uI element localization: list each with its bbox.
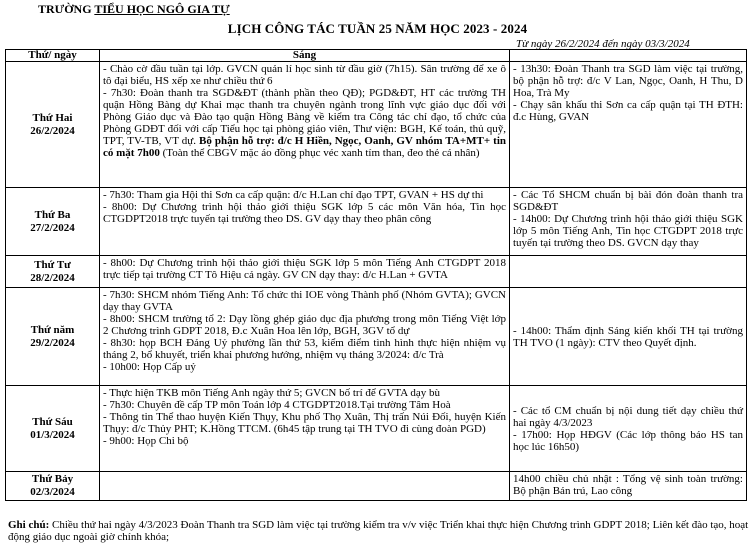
afternoon-item: - Chạy sân khấu thi Sơn ca cấp quận tại TH ĐTH: đ.c Hùng, GVAN (513, 99, 743, 123)
afternoon-item: - 14h00: Dự Chương trình hội thảo giới thiệu SGK lớp 5 môn Tiếng Anh, Tin học CTGDPT 2018 trực tuyến tại trường theo DS. GVCN dạy thay (513, 213, 743, 249)
day-date: 28/2/2024 (30, 271, 75, 284)
day-cell (6, 288, 100, 386)
afternoon-cell (510, 288, 747, 386)
school-prefix: TRƯỜNG (38, 2, 95, 16)
day-name: Thứ Sáu (32, 415, 73, 428)
morning-cell (100, 472, 510, 501)
table-row-friday (6, 386, 747, 472)
table-row-wednesday (6, 256, 747, 288)
table-header-row (6, 50, 747, 62)
morning-item (103, 87, 506, 159)
afternoon-cell (510, 256, 747, 288)
note-label: Ghi chú: (8, 519, 50, 531)
afternoon-cell (510, 472, 747, 501)
day-date: 02/3/2024 (30, 486, 75, 498)
day-name: Thứ Bảy (31, 473, 74, 485)
school-name (38, 2, 230, 17)
morning-cell (100, 188, 510, 256)
afternoon-item: - 14h00: Thẩm định Sáng kiến khối TH tại trường TH TVO (1 ngày): CTV theo Quyết định. (513, 324, 743, 349)
table-row-saturday (6, 472, 747, 501)
day-cell (6, 62, 100, 188)
footer-note (8, 519, 750, 543)
afternoon-item: 14h00 chiều chủ nhật : Tổng vệ sinh toàn trường: Bộ phận Bán trú, Lao công (513, 473, 743, 497)
morning-cell (100, 62, 510, 188)
day-date: 01/3/2024 (30, 428, 75, 441)
day-date: 29/2/2024 (30, 336, 75, 349)
schedule-table (5, 49, 747, 501)
school-name-underlined: TIỂU HỌC NGÔ GIA TỰ (94, 2, 230, 16)
table-row-thursday (6, 288, 747, 386)
morning-item: - 8h00: Dự Chương trình hội thảo giới thiệu SGK lớp 5 các môn Văn hóa, Tin học CTGDPT2018 trực tuyến tại trường theo DS. GV dạy thay theo phân công (103, 201, 506, 225)
morning-item: - 8h00: Dự Chương trình hội thảo giới thiệu SGK lớp 5 môn Tiếng Anh CTGDPT 2018 trực tiếp tại trường CT Tô Hiệu cả ngày. GV CN dạy thay: đ/c H.Lan + GVTA (103, 257, 506, 281)
day-date: 27/2/2024 (30, 221, 75, 234)
morning-item-text: - 7h30: Đoàn thanh tra SGD&ĐT (thành phần theo QĐ); PGD&ĐT, HT các trường TH quận Hồng Bàng dự Khai mạc thanh tra chuyên ngành trong lĩnh vực giáo dục đối với Phòng Giáo dục và Đào tạo quận Hồng Bàng về kiểm tra Công tác chỉ đạo, tổ chức của Phòng GDĐT đối với cấp Tiểu học tại phòng giáo viên, Thư viện: BGH, Kế toán, thủ quỹ, TPT, TV-TB, VT dự. (103, 87, 506, 147)
morning-item: - Thực hiện TKB môn Tiếng Anh ngày thứ 5; GVCN bố trí để GVTA dạy bù (103, 387, 440, 399)
table-row-monday (6, 62, 747, 188)
morning-item: - 8h00: SHCM trường tổ 2: Dạy lồng ghép giáo dục địa phương trong môn Tiếng Việt lớp 2 Chương trình GDPT 2018, Đ.c Xuân Hoa lên lớp, BGH, 3GV tổ dự (103, 313, 506, 337)
morning-item: - 7h30: Chuyên đề cấp TP môn Toán lớp 4 CTGDPT2018.Tại trường Tâm Hoà (103, 399, 451, 411)
morning-item: - 7h30: Tham gia Hội thi Sơn ca cấp quận: đ/c H.Lan chỉ đạo TPT, GVAN + HS dự thi (103, 189, 484, 201)
afternoon-item: - 13h30: Đoàn Thanh tra SGD làm việc tại trường, bộ phận hỗ trợ: đ/c V Lan, Ngọc, Oanh, H Thu, D Hoa, Trà My (513, 63, 743, 99)
date-range: Từ ngày 26/2/2024 đến ngày 03/3/2024 (516, 38, 690, 50)
afternoon-item: - 17h00: Họp HĐGV (Các lớp thông báo HS tan học lúc 16h50) (513, 428, 743, 453)
table-row-tuesday (6, 188, 747, 256)
day-name: Thứ năm (30, 323, 75, 336)
page-title: LỊCH CÔNG TÁC TUẦN 25 NĂM HỌC 2023 - 2024 (227, 21, 528, 36)
morning-item: - 9h00: Họp Chi bộ (103, 435, 189, 447)
morning-item: - 10h00: Họp Cấp uỷ (103, 361, 196, 373)
morning-cell (100, 386, 510, 472)
morning-item: - Chào cờ đầu tuần tại lớp. GVCN quản lí học sinh từ đầu giờ (7h15). Sân trường để xe ô tô đại biểu, HS xếp xe như chiều thứ 6 (103, 63, 506, 87)
day-name: Thứ Hai (32, 111, 73, 124)
afternoon-item: - Các tổ CM chuẩn bị nội dung tiết dạy chiều thứ hai ngày 4/3/2023 (513, 404, 743, 429)
day-name: Thứ Ba (34, 208, 71, 221)
day-date: 26/2/2024 (30, 124, 75, 137)
afternoon-cell (510, 188, 747, 256)
note-text: Chiều thứ hai ngày 4/3/2023 Đoàn Thanh tra SGD làm việc tại trường kiểm tra v/v việc Triển khai thực hiện Chương trình GDPT 2018; Liên kết đào tạo, hoạt động giáo dục ngoài giờ chính khóa; (8, 519, 749, 543)
header-day: Thứ/ ngày (6, 50, 100, 62)
morning-item: - Thông tin Thể thao huyện Kiến Thụy, Khu phố Thọ Xuân, Thị trấn Núi Đối, huyện Kiến Thụy: đ/c Thủy PHT; K.Hồng TTCM. (6h45 tập trung tại TH TVO đi cùng đoàn PGD) (103, 411, 506, 435)
day-cell (6, 188, 100, 256)
morning-item-note: (Toàn thể CBGV mặc áo đồng phục véc xanh tím than, đeo thẻ cá nhân) (159, 147, 480, 159)
day-name: Thứ Tư (34, 258, 71, 271)
day-cell (6, 386, 100, 472)
afternoon-cell (510, 386, 747, 472)
day-cell (6, 256, 100, 288)
morning-cell (100, 256, 510, 288)
morning-cell (100, 288, 510, 386)
morning-item-support: Bộ phận hỗ trợ: đ/c H Hiền, Ngọc, Oanh, GV nhóm TA+MT+ tin có mặt 7h00 (103, 135, 506, 159)
morning-item: - 7h30: SHCM nhóm Tiếng Anh: Tổ chức thi IOE vòng Thành phố (Nhóm GVTA); GVCN dạy thay GVTA (103, 289, 506, 313)
header-morning: Sáng (100, 50, 510, 62)
morning-item: - 8h30: họp BCH Đảng Uỷ phường lần thứ 53, kiểm điểm tình hình thực hiện nhiệm vụ tháng 2, bổ khuyết, triển khai phương hướng, nhiệm vụ tháng 3/2024: đ/c Trà (103, 337, 506, 361)
header-afternoon (510, 50, 747, 62)
day-cell (6, 472, 100, 501)
afternoon-cell (510, 62, 747, 188)
afternoon-item: - Các Tổ SHCM chuẩn bị bài đón đoàn thanh tra SGD&ĐT (513, 189, 743, 213)
